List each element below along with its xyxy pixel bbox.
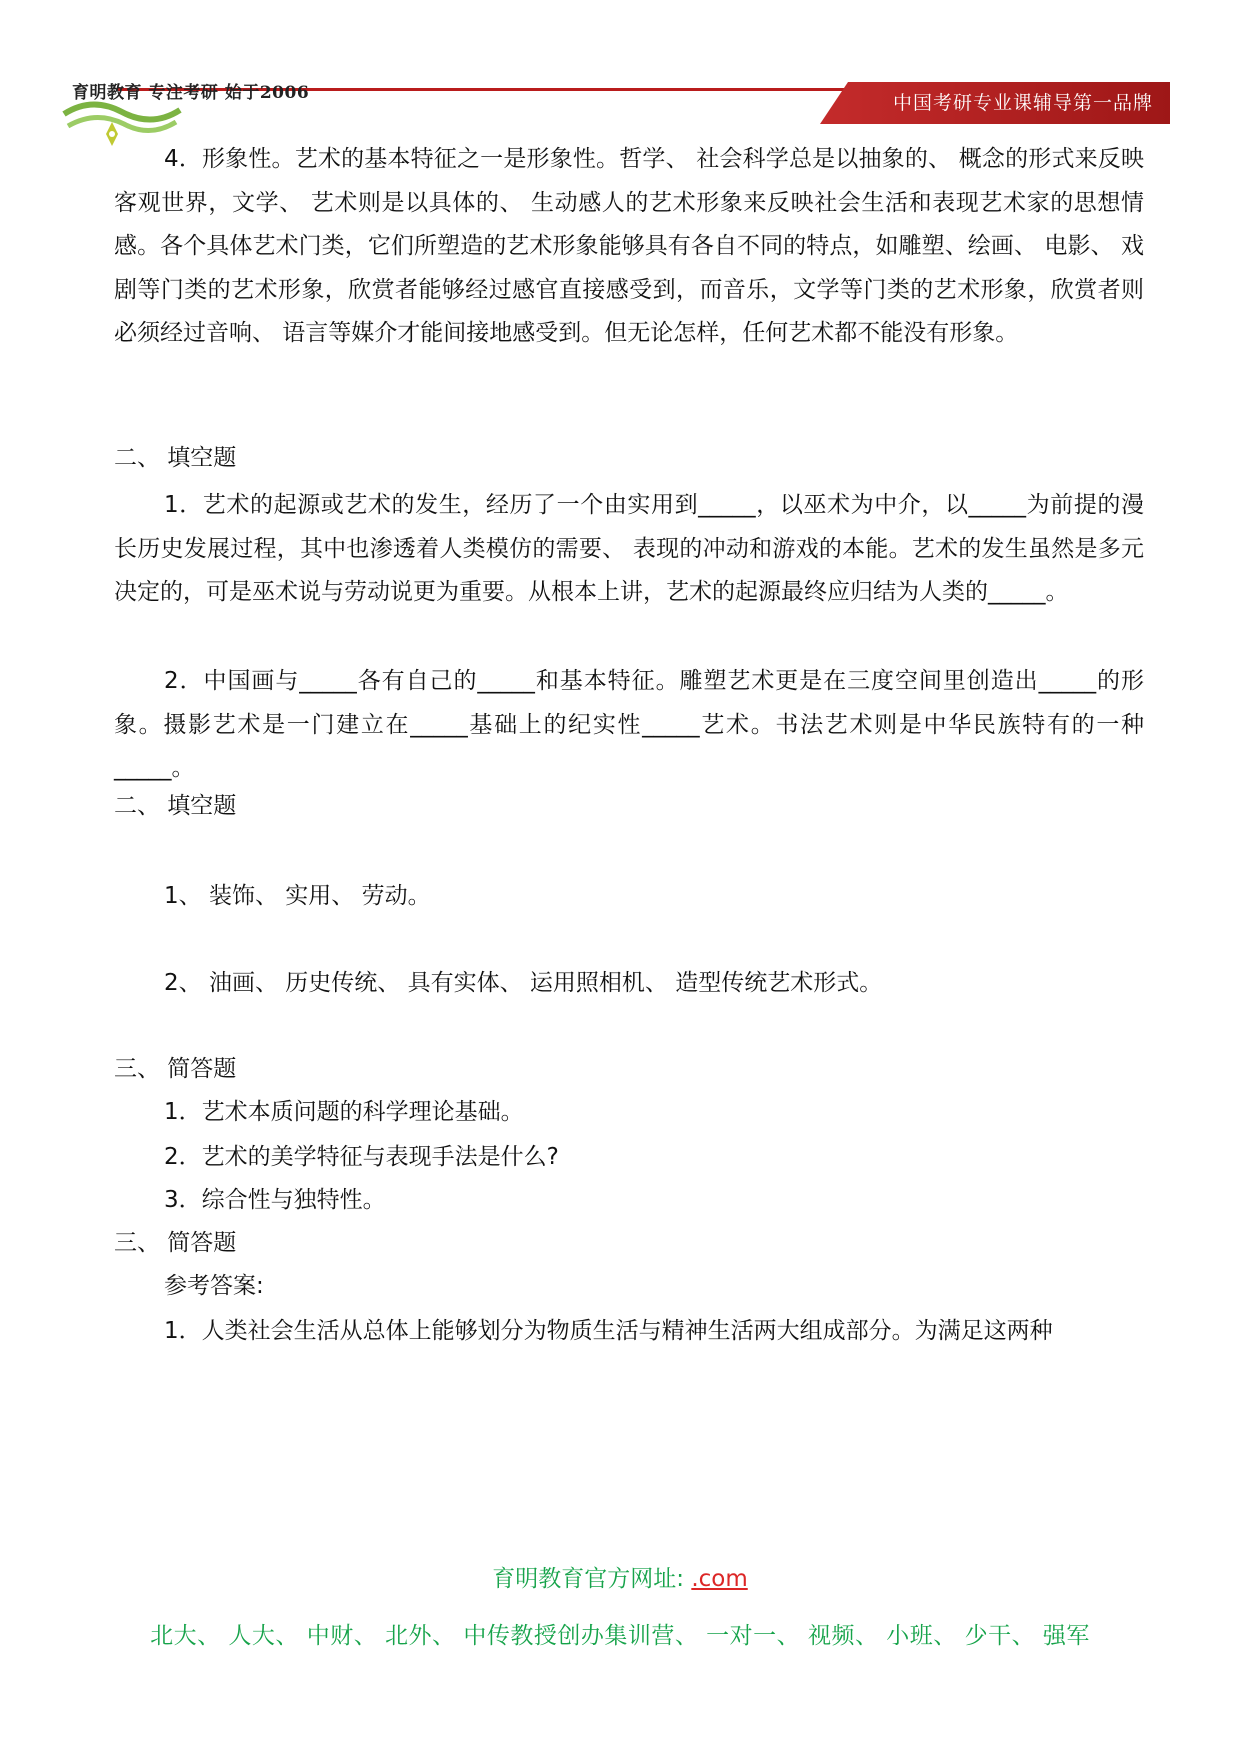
fill-blank-answer-1: 1、 装饰、 实用、 劳动。 <box>164 883 431 909</box>
fill-blank-answer-2: 2、 油画、 历史传统、 具有实体、 运用照相机、 造型传统艺术形式。 <box>164 970 883 996</box>
fill-blank-question-1: 1．艺术的起源或艺术的发生，经历了一个由实用到_____，以巫术为中介，以_____为前提的漫长历史发展过程，其中也渗透着人类模仿的需要、 表现的冲动和游戏的本能。艺术的发生虽然是多元决定的，可是巫术说与劳动说更为重要。从根本上讲，艺术的起源最终应归结为人类的_____。 <box>114 492 1144 605</box>
fill-blank-answers-heading: 二、 填空题 <box>114 793 237 819</box>
fill-blank-question-2: 2．中国画与_____各有自己的_____和基本特征。雕塑艺术更是在三度空间里创造出_____的形象。摄影艺术是一门建立在_____基础上的纪实性_____艺术。书法艺术则是中华民族特有的一种_____。 <box>114 668 1144 781</box>
header-brand-text: 育明教育 专注考研 始于2006 <box>72 83 310 103</box>
header-banner-text: 中国考研专业课辅导第一品牌 <box>892 92 1153 114</box>
short-answer-heading: 三、 简答题 <box>114 1056 237 1082</box>
short-answer-answer-1: 1．人类社会生活从总体上能够划分为物质生活与精神生活两大组成部分。为满足这两种 <box>164 1318 1053 1344</box>
footer-site-link[interactable]: .com <box>691 1566 748 1592</box>
footer-tagline: 北大、 人大、 中财、 北外、 中传教授创办集训营、 一对一、 视频、 小班、 少干、 强军 <box>150 1623 1090 1649</box>
paragraph-4: 4．形象性。艺术的基本特征之一是形象性。哲学、 社会科学总是以抽象的、 概念的形式来反映客观世界，文学、 艺术则是以具体的、 生动感人的艺术形象来反映社会生活和表现艺术家的思想情感。各个具体艺术门类，它们所塑造的艺术形象能够具有各自不同的特点，如雕塑、绘画、 电影、 戏剧等门类的艺术形象，欣赏者能够经过感官直接感受到，而音乐，文学等门类的艺术形象，欣赏者则必须经过音响、 语言等媒介才能间接地感受到。但无论怎样，任何艺术都不能没有形象。 <box>114 146 1144 346</box>
page-header <box>0 0 1240 160</box>
fill-blank-heading: 二、 填空题 <box>114 445 237 471</box>
short-answer-question-1: 1．艺术本质问题的科学理论基础。 <box>164 1099 524 1125</box>
footer-site-label: 育明教育官方网址: <box>492 1566 692 1592</box>
footer-site <box>0 1563 1240 1595</box>
short-answer-question-2: 2．艺术的美学特征与表现手法是什么? <box>164 1144 559 1170</box>
short-answer-answers-heading: 三、 简答题 <box>114 1230 237 1256</box>
reference-answer-label: 参考答案: <box>164 1273 264 1299</box>
short-answer-question-3: 3．综合性与独特性。 <box>164 1187 386 1213</box>
